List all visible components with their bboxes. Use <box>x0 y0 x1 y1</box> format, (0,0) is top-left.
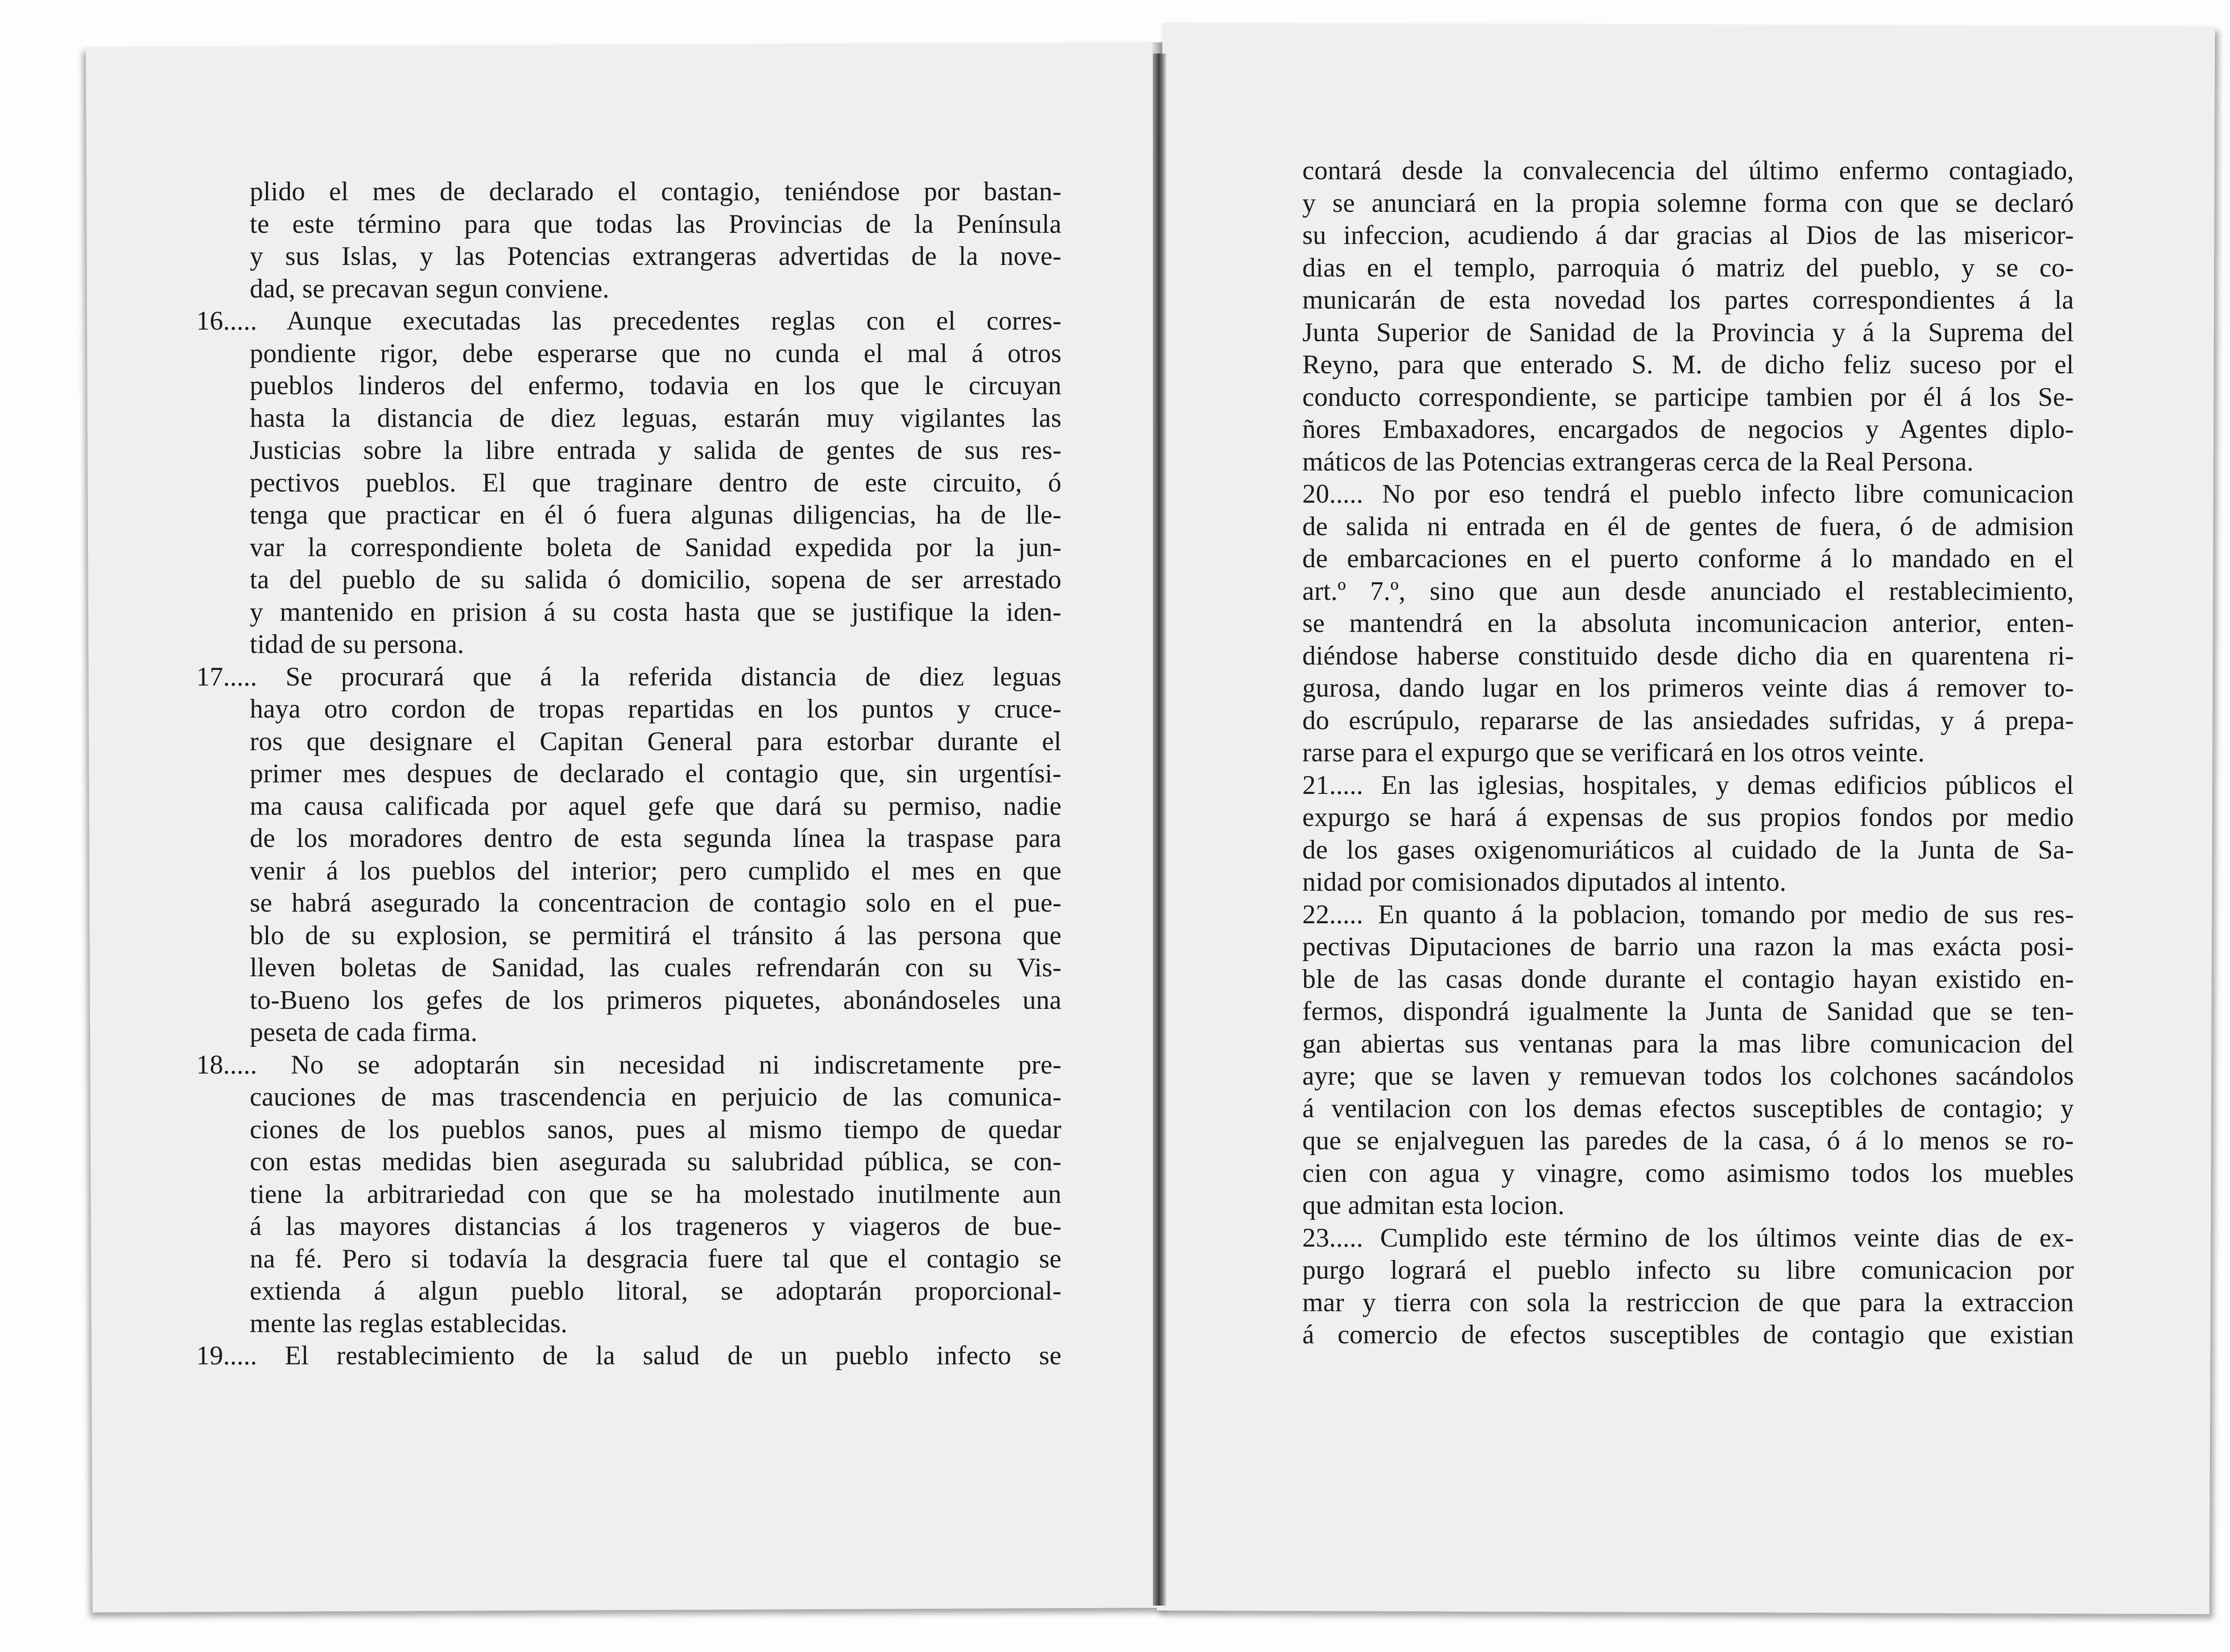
left-page-text-line: Justicias sobre la libre entrada y salida de gentes de sus res- <box>250 435 1061 465</box>
right-page-text-line: conducto correspondiente, se participe tambien por él á los Se- <box>1302 382 2074 412</box>
right-page-text-line: mar y tierra con sola la restriccion de que para la extraccion <box>1302 1287 2074 1317</box>
right-page-text-line: á comercio de efectos susceptibles de contagio que existian <box>1302 1320 2074 1349</box>
left-page-text-line: pondiente rigor, debe esperarse que no cunda el mal á otros <box>250 338 1061 368</box>
right-page-text-line: purgo logrará el pueblo infecto su libre comunicacion por <box>1302 1255 2074 1284</box>
left-page-text-line: y sus Islas, y las Potencias extrangeras advertidas de la nove- <box>250 241 1061 271</box>
left-page-text-line: se habrá asegurado la concentracion de contagio solo en el pue- <box>250 888 1061 917</box>
left-page-text-line: tidad de su persona. <box>250 629 464 659</box>
left-page-text-line: pectivos pueblos. El que traginare dentro de este circuito, ó <box>250 467 1061 497</box>
left-page-text-line: tiene la arbitrariedad con que se ha molestado inutilmente aun <box>250 1179 1061 1209</box>
left-page-text-line: cauciones de mas trascendencia en perjuicio de las comunica- <box>250 1082 1061 1111</box>
right-page-text-line: art.º 7.º, sino que aun desde anunciado el restablecimiento, <box>1302 576 2074 606</box>
left-page-text-line: mente las reglas establecidas. <box>250 1308 568 1338</box>
left-page-text-line: lleven boletas de Sanidad, las cuales refrendarán con su Vis- <box>250 953 1061 982</box>
left-page-text-line: de los moradores dentro de esta segunda línea la traspase para <box>250 823 1061 853</box>
right-page-text-line: expurgo se hará á expensas de sus propios fondos por medio <box>1302 802 2074 832</box>
right-page-text-line: contará desde la convalecencia del último enfermo contagiado, <box>1302 156 2074 185</box>
left-page-text-line: ciones de los pueblos sanos, pues al mismo tiempo de quedar <box>250 1114 1061 1144</box>
right-page-text-line: gan abiertas sus ventanas para la mas libre comunicacion del <box>1302 1028 2074 1058</box>
left-page-text-line: venir á los pueblos del interior; pero cumplido el mes en que <box>250 855 1061 885</box>
right-page-text-line: á ventilacion con los demas efectos susceptibles de contagio; y <box>1302 1093 2074 1123</box>
right-page-text-line: de los gases oxigenomuriáticos al cuidado de la Junta de Sa- <box>1302 834 2074 864</box>
right-page-text-line: diéndose haberse constituido desde dicho dia en quarentena ri- <box>1302 640 2074 670</box>
right-page-text-line: nidad por comisionados diputados al intento. <box>1302 867 1787 896</box>
right-page-text-line: 21..... En las iglesias, hospitales, y demas edificios públicos el <box>1302 770 2074 800</box>
left-page-text-line: tenga que practicar en él ó fuera algunas diligencias, ha de lle- <box>250 500 1061 529</box>
left-page-text-line: con estas medidas bien asegurada su salubridad pública, se con- <box>250 1147 1061 1176</box>
left-page-text-line: peseta de cada firma. <box>250 1017 478 1047</box>
right-page-text-line: se mantendrá en la absoluta incomunicacion anterior, enten- <box>1302 608 2074 638</box>
right-page-text-line: su infeccion, acudiendo á dar gracias al Dios de las misericor- <box>1302 220 2074 250</box>
right-page-text-line: de embarcaciones en el puerto conforme á lo mandado en el <box>1302 544 2074 573</box>
book-gutter <box>1153 54 1166 1606</box>
right-page-text-line: fermos, dispondrá igualmente la Junta de Sanidad que se ten- <box>1302 996 2074 1026</box>
left-page-text-line: ros que designare el Capitan General para estorbar durante el <box>250 726 1061 756</box>
left-page-text-line: 16..... Aunque executadas las precedentes reglas con el corres- <box>196 306 1061 335</box>
left-page-text-line: plido el mes de declarado el contagio, teniéndose por bastan- <box>250 177 1061 206</box>
right-page-text-line: ayre; que se laven y remuevan todos los colchones sacándolos <box>1302 1061 2074 1090</box>
right-page-text <box>1302 154 2074 1351</box>
left-page-text-line: á las mayores distancias á los trageneros y viageros de bue- <box>250 1211 1061 1241</box>
left-page-text-line: ta del pueblo de su salida ó domicilio, sopena de ser arrestado <box>250 565 1061 594</box>
left-page-text-line: te este término para que todas las Provincias de la Península <box>250 209 1061 239</box>
right-page-text-line: gurosa, dando lugar en los primeros veinte dias á remover to- <box>1302 673 2074 702</box>
right-page-text-line: ble de las casas donde durante el contagio hayan existido en- <box>1302 964 2074 994</box>
left-page-text-line: dad, se precavan segun conviene. <box>250 273 610 303</box>
right-page-text-line: pectivas Diputaciones de barrio una razon la mas exácta posi- <box>1302 932 2074 961</box>
right-page-text-line: Reyno, para que enterado S. M. de dicho feliz suceso por el <box>1302 350 2074 379</box>
left-page-text-line: ma causa calificada por aquel gefe que dará su permiso, nadie <box>250 791 1061 821</box>
right-page-text-line: máticos de las Potencias extrangeras cerca de la Real Persona. <box>1302 446 1974 476</box>
right-page-text-line: Junta Superior de Sanidad de la Provincia y á la Suprema del <box>1302 317 2074 347</box>
right-page-text-line: de salida ni entrada en él de gentes de fuera, ó de admision <box>1302 511 2074 541</box>
left-page-text-line: 18..... No se adoptarán sin necesidad ni indiscretamente pre- <box>196 1049 1061 1079</box>
left-page-text-line: blo de su explosion, se permitirá el tránsito á las persona que <box>250 920 1061 950</box>
right-page-text-line: que se enjalveguen las paredes de la casa, ó á lo menos se ro- <box>1302 1126 2074 1155</box>
right-page-text-line: rarse para el expurgo que se verificará en los otros veinte. <box>1302 738 1925 767</box>
left-page-text-line: extienda á algun pueblo litoral, se adoptarán proporcional- <box>250 1276 1061 1305</box>
right-page-text-line: 22..... En quanto á la poblacion, tomando por medio de sus res- <box>1302 899 2074 929</box>
left-page-text-line: 17..... Se procurará que á la referida distancia de diez leguas <box>196 661 1061 691</box>
left-page-text-line: var la correspondiente boleta de Sanidad expedida por la jun- <box>250 532 1061 562</box>
right-page-text-line: 20..... No por eso tendrá el pueblo infecto libre comunicacion <box>1302 479 2074 508</box>
left-page-text-line: pueblos linderos del enfermo, todavia en los que le circuyan <box>250 371 1061 400</box>
left-page-text-line: hasta la distancia de diez leguas, estarán muy vigilantes las <box>250 403 1061 433</box>
right-page-text-line: y se anunciará en la propia solemne forma con que se declaró <box>1302 188 2074 218</box>
left-page-text-line: haya otro cordon de tropas repartidas en los puntos y cruce- <box>250 694 1061 723</box>
right-page-text-line: que admitan esta locion. <box>1302 1190 1565 1220</box>
right-page-text-line: municarán de esta novedad los partes correspondientes á la <box>1302 285 2074 314</box>
left-page-text-line: primer mes despues de declarado el contagio que, sin urgentísi- <box>250 759 1061 788</box>
left-page-text-line: 19..... El restablecimiento de la salud de un pueblo infecto se <box>196 1341 1061 1370</box>
right-page-text-line: cien con agua y vinagre, como asimismo todos los muebles <box>1302 1158 2074 1188</box>
right-page-text-line: ñores Embaxadores, encargados de negocios y Agentes diplo- <box>1302 414 2074 444</box>
left-page-text-line: y mantenido en prision á su costa hasta que se justifique la iden- <box>250 597 1061 627</box>
left-page-text-line: to-Bueno los gefes de los primeros piquetes, abonándoseles una <box>250 985 1061 1015</box>
right-page-text-line: 23..... Cumplido este término de los últimos veinte dias de ex- <box>1302 1222 2074 1252</box>
right-page-text-line: dias en el templo, parroquia ó matriz del pueblo, y se co- <box>1302 252 2074 282</box>
left-page-text <box>196 175 1061 1372</box>
left-page-text-line: na fé. Pero si todavía la desgracia fuere tal que el contagio se <box>250 1243 1061 1273</box>
right-page-text-line: do escrúpulo, repararse de las ansiedades sufridas, y á prepa- <box>1302 705 2074 735</box>
